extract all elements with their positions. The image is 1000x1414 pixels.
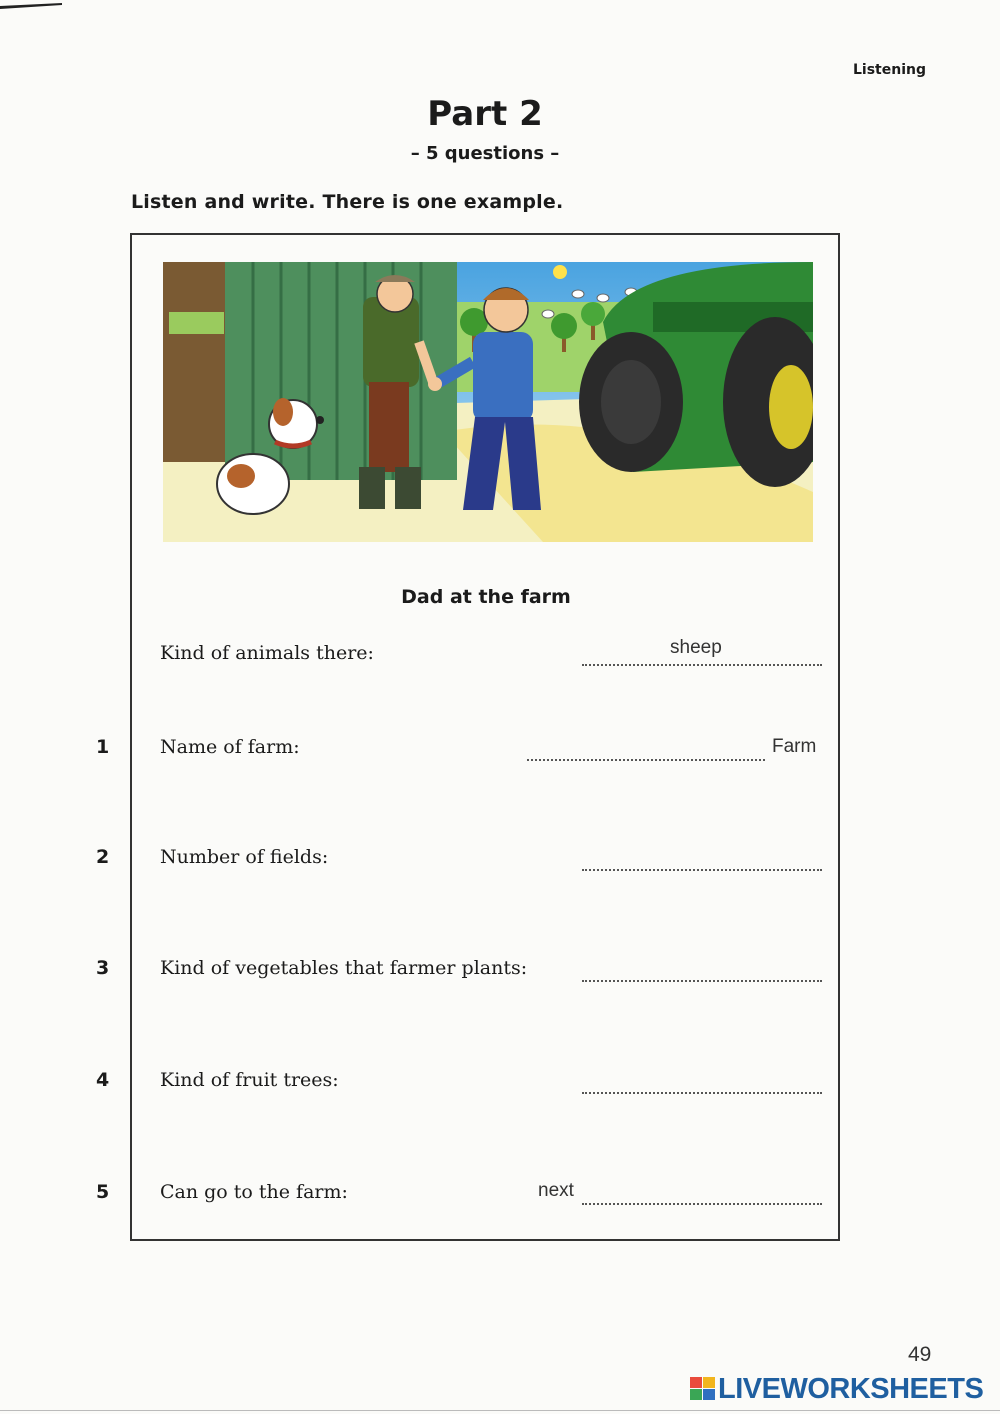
page-number: 49 [908,1343,932,1366]
answer-field-1[interactable] [527,759,765,761]
question-label: Can go to the farm: [160,1181,348,1203]
question-label: Name of farm: [160,736,300,758]
scan-corner-mark [0,2,62,10]
example-answer-line [582,664,822,666]
question-label: Kind of vegetables that farmer plants: [160,957,528,979]
answer-field-4[interactable] [582,1092,822,1094]
section-label: Listening [853,62,926,78]
instruction-text: Listen and write. There is one example. [131,191,564,213]
question-number: 4 [96,1069,110,1091]
answer-prefix: next [538,1180,574,1201]
question-number: 2 [96,846,110,868]
sun-icon [553,265,567,279]
answer-field-5[interactable] [582,1203,822,1205]
page-edge [0,1410,1000,1411]
question-label: Number of fields: [160,846,329,868]
form-title: Dad at the farm [401,586,571,608]
question-label: Kind of fruit trees: [160,1069,339,1091]
question-number: 1 [96,736,110,758]
farm-illustration [163,262,813,542]
question-number: 3 [96,957,110,979]
example-label: Kind of animals there: [160,642,374,664]
answer-suffix: Farm [772,736,817,757]
liveworksheets-icon [690,1377,716,1401]
answer-field-2[interactable] [582,869,822,871]
page-subtitle: – 5 questions – [410,143,560,164]
answer-field-3[interactable] [582,980,822,982]
question-number: 5 [96,1181,110,1203]
brand-name: LIVEWORKSHEETS [718,1372,984,1405]
page-title: Part 2 [427,94,543,134]
liveworksheets-logo [690,1372,983,1406]
example-answer: sheep [670,637,722,658]
